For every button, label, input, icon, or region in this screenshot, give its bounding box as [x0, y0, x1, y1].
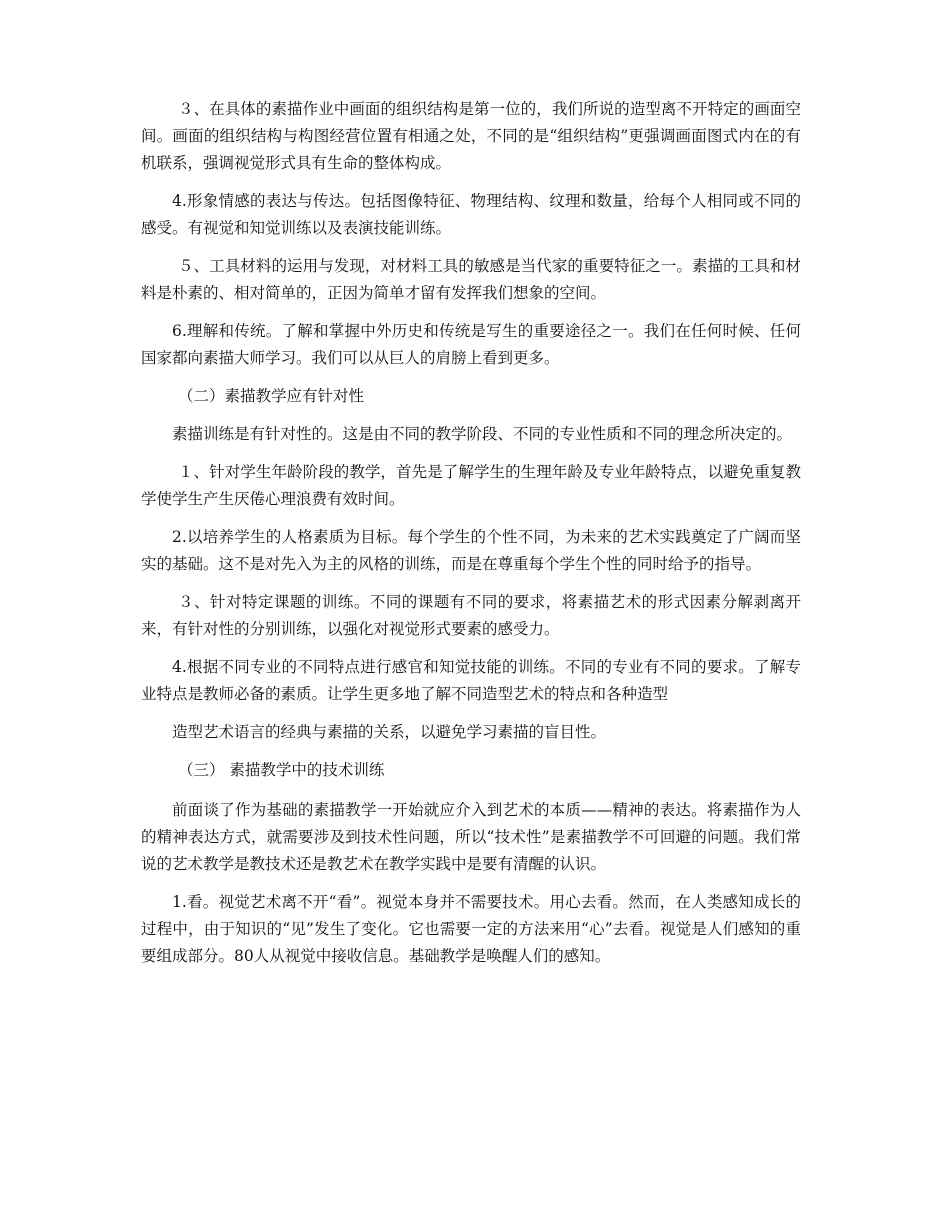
- paragraph-technical-issues: 前面谈了作为基础的素描教学一开始就应介入到艺术的本质——精神的表达。将素描作为人的精神表达方式，就需要涉及到技术性问题，所以“技术性”是素描教学不可回避的问题。我们常说的艺术教学是教技术还是教艺术在教学实践中是要有清醒的认识。: [141, 801, 801, 873]
- section-heading-targeted-teaching: （二）素描教学应有针对性: [178, 387, 365, 405]
- paragraph-personality: 2.以培养学生的人格素质为目标。每个学生的个性不同，为未来的艺术实践奠定了广阔而坚实的基础。这不是对先入为主的风格的训练，而是在尊重每个学生个性的同时给予的指导。: [141, 528, 801, 573]
- paragraph-tools-materials: ５、工具材料的运用与发现，对材料工具的敏感是当代家的重要特征之一。素描的工具和材料是朴素的、相对简单的，正因为简单才留有发挥我们想象的空间。: [141, 257, 801, 302]
- paragraph-professional-features: 4.根据不同专业的不同特点进行感官和知觉技能的训练。不同的专业有不同的要求。了解专业特点是教师必备的素质。让学生更多地了解不同造型艺术的特点和各种造型: [141, 658, 801, 703]
- paragraph-specific-topics: ３、针对特定课题的训练。不同的课题有不同的要求，将素描艺术的形式因素分解剥离开来，有针对性的分别训练，以强化对视觉形式要素的感受力。: [141, 593, 801, 638]
- paragraph-organizational-structure: ３、在具体的素描作业中画面的组织结构是第一位的，我们所说的造型离不开特定的画面空间。画面的组织结构与构图经营位置有相通之处，不同的是“组织结构”更强调画面图式内在的有机联系，强调视觉形式具有生命的整体构成。: [141, 100, 801, 172]
- document-body: [141, 96, 801, 970]
- paragraph-age-stage: １、针对学生年龄阶段的教学，首先是了解学生的生理年龄及专业年龄特点，以避免重复教学使学生产生厌倦心理浪费有效时间。: [141, 463, 801, 508]
- paragraph-understanding-tradition: 6.理解和传统。了解和掌握中外历史和传统是写生的重要途径之一。我们在任何时候、任何国家都向素描大师学习。我们可以从巨人的肩膀上看到更多。: [141, 322, 801, 367]
- paragraph-art-language: 造型艺术语言的经典与素描的关系，以避免学习素描的盲目性。: [172, 723, 607, 741]
- paragraph-seeing: 1.看。视觉艺术离不开“看”。视觉本身并不需要技术。用心去看。然而，在人类感知成长的过程中，由于知识的“见”发生了变化。它也需要一定的方法来用“心”去看。视觉是人们感知的重要组成部分。80人从视觉中接收信息。基础教学是唤醒人们的感知。: [141, 893, 801, 965]
- paragraph-targeted-training: 素描训练是有针对性的。这是由不同的教学阶段、不同的专业性质和不同的理念所决定的。: [172, 425, 793, 443]
- section-heading-technical-training: （三） 素描教学中的技术训练: [178, 761, 385, 779]
- paragraph-image-emotion: 4.形象情感的表达与传达。包括图像特征、物理结构、纹理和数量，给每个人相同或不同的感受。有视觉和知觉训练以及表演技能训练。: [141, 192, 801, 237]
